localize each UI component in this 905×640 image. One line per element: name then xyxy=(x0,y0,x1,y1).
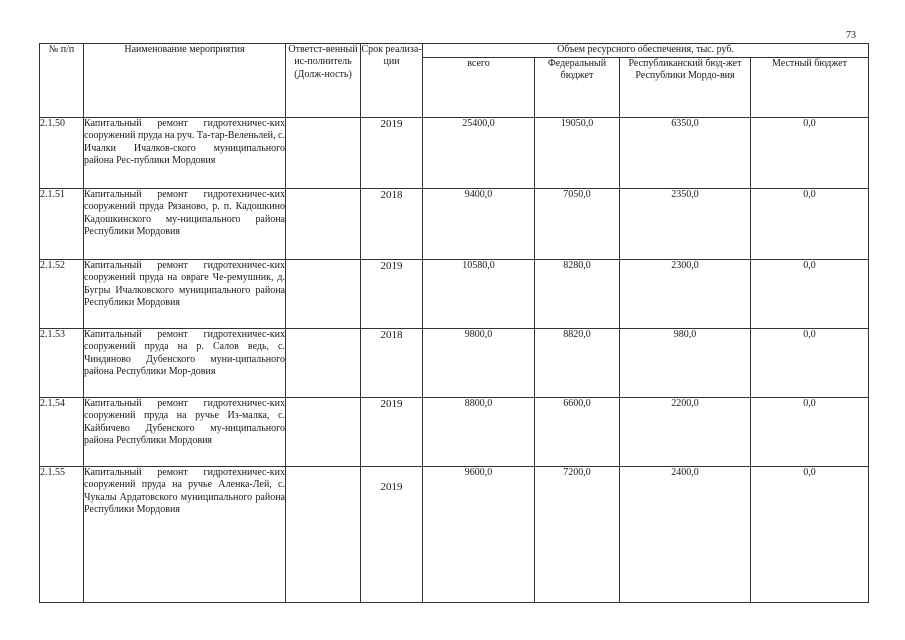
row-name: Капитальный ремонт гидротехничес-ких сооружений пруда на ручье Из-малка, с. Кайбичево Дубенского му-ниципального района Республики Мордовия xyxy=(84,398,286,467)
row-republic: 2350,0 xyxy=(620,189,751,260)
row-responsible xyxy=(286,260,361,329)
row-local: 0,0 xyxy=(751,260,869,329)
header-republic: Республиканский бюд-жет Республики Мордо-вия xyxy=(620,58,751,118)
row-year: 2018 xyxy=(361,189,423,260)
row-responsible xyxy=(286,467,361,603)
row-name: Капитальный ремонт гидротехничес-ких сооружений пруда на руч. Та-тар-Веленьлей, с. Ичалки Ичалков-ского муниципального района Рес-публики Мордовия xyxy=(84,118,286,189)
row-federal: 8820,0 xyxy=(535,329,620,398)
table-row xyxy=(40,118,869,189)
row-name: Капитальный ремонт гидротехничес-ких сооружений пруда на овраге Че-ремушник, д. Бугры Ичалковского муниципального района Республики Мордовия xyxy=(84,260,286,329)
row-total: 8800,0 xyxy=(423,398,535,467)
row-name: Капитальный ремонт гидротехничес-ких сооружений пруда на ручье Аленка-Лей, с. Чукалы Ардатовского муниципального района Республики Мордовия xyxy=(84,467,286,603)
table-row xyxy=(40,398,869,467)
table-row xyxy=(40,260,869,329)
row-year: 2019 xyxy=(361,118,423,189)
header-resources: Объем ресурсного обеспечения, тыс. руб. xyxy=(423,44,869,58)
row-total: 9600,0 xyxy=(423,467,535,603)
row-num: 2.1.55 xyxy=(40,467,84,603)
table-body xyxy=(40,118,869,603)
row-local: 0,0 xyxy=(751,118,869,189)
row-num: 2.1.52 xyxy=(40,260,84,329)
row-local: 0,0 xyxy=(751,398,869,467)
resource-table xyxy=(39,43,869,603)
row-total: 25400,0 xyxy=(423,118,535,189)
page-number: 73 xyxy=(846,30,856,41)
header-name: Наименование мероприятия xyxy=(84,44,286,118)
row-year: 2018 xyxy=(361,329,423,398)
row-federal: 19050,0 xyxy=(535,118,620,189)
table-row xyxy=(40,467,869,603)
row-num: 2.1.50 xyxy=(40,118,84,189)
row-year: 2019 xyxy=(361,260,423,329)
row-responsible xyxy=(286,189,361,260)
row-year: 2019 xyxy=(361,467,423,603)
row-local: 0,0 xyxy=(751,467,869,603)
table-row xyxy=(40,189,869,260)
row-republic: 980,0 xyxy=(620,329,751,398)
row-responsible xyxy=(286,329,361,398)
row-num: 2.1.54 xyxy=(40,398,84,467)
row-num: 2.1.51 xyxy=(40,189,84,260)
row-federal: 8280,0 xyxy=(535,260,620,329)
header-responsible: Ответст-венный ис-полнитель (Долж-ность) xyxy=(286,44,361,118)
row-federal: 6600,0 xyxy=(535,398,620,467)
row-federal: 7050,0 xyxy=(535,189,620,260)
row-local: 0,0 xyxy=(751,189,869,260)
header-total: всего xyxy=(423,58,535,118)
header-federal: Федеральный бюджет xyxy=(535,58,620,118)
row-responsible xyxy=(286,398,361,467)
row-responsible xyxy=(286,118,361,189)
table-row xyxy=(40,329,869,398)
row-republic: 6350,0 xyxy=(620,118,751,189)
row-num: 2.1.53 xyxy=(40,329,84,398)
row-local: 0,0 xyxy=(751,329,869,398)
header-local: Местный бюджет xyxy=(751,58,869,118)
row-total: 9400,0 xyxy=(423,189,535,260)
header-term: Срок реализа-ции xyxy=(361,44,423,118)
row-total: 10580,0 xyxy=(423,260,535,329)
row-republic: 2300,0 xyxy=(620,260,751,329)
header-num: № п/п xyxy=(40,44,84,118)
row-republic: 2200,0 xyxy=(620,398,751,467)
row-name: Капитальный ремонт гидротехничес-ких сооружений пруда Рязаново, р. п. Кадошкино Кадошкинского му-ниципального района Республики Мордовия xyxy=(84,189,286,260)
row-republic: 2400,0 xyxy=(620,467,751,603)
row-name: Капитальный ремонт гидротехничес-ких сооружений пруда на р. Салов ведь, с. Чиндяново Дубенского муни-ципального района Республики Мор-довия xyxy=(84,329,286,398)
row-year: 2019 xyxy=(361,398,423,467)
row-federal: 7200,0 xyxy=(535,467,620,603)
row-total: 9800,0 xyxy=(423,329,535,398)
